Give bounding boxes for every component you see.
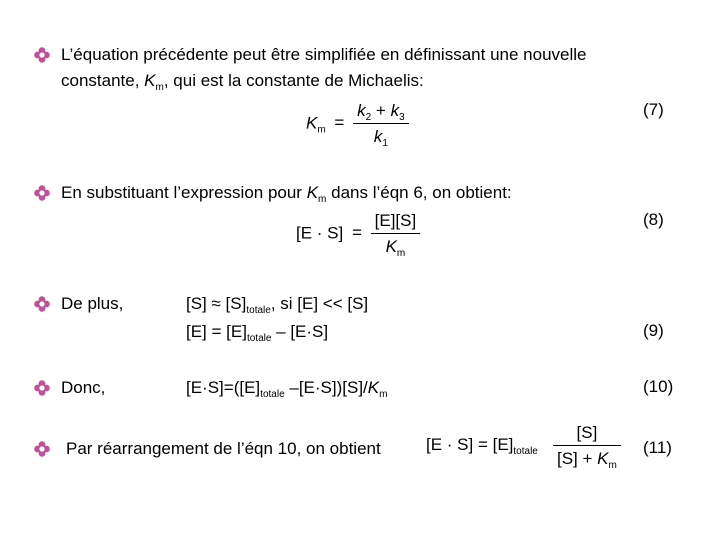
equation-10: $[E\cdot S]=([E]_{totale}$ $-[E\cdot S])[S]/K_m$ bbox=[186, 378, 388, 400]
equation-8: [E · S] = $\frac{[E][S]}{K_m}$ bbox=[296, 211, 420, 257]
item-4-label: Donc, bbox=[61, 378, 106, 397]
diamond-bullet-icon bbox=[34, 47, 50, 63]
equation-11-fraction: $\frac{[S]}{[S] + K_m}$ bbox=[553, 423, 621, 469]
diamond-bullet-icon bbox=[34, 380, 50, 396]
equation-11-lhs: $[E \cdot S] = [E]_{totale}$ bbox=[426, 435, 538, 457]
diamond-bullet-icon bbox=[34, 296, 50, 312]
diamond-bullet-icon bbox=[34, 441, 50, 457]
item-1-line-1: L’équation précédente peut être simplifiée en définissant une nouvelle bbox=[61, 45, 587, 64]
equation-7: $K_m$ = $\frac{k_2 + k_3}{k_1}$ bbox=[306, 101, 409, 147]
item-3-line-2: $[E] = [E]_{totale} - [E\cdot S]$ bbox=[186, 322, 329, 344]
item-3-line-1: $[S] \approx [S]_{totale}$, si [E] << [S] bbox=[186, 294, 369, 316]
equation-number-8: (8) bbox=[643, 210, 664, 229]
item-5-text: Par réarrangement de l’éqn 10, on obtient bbox=[66, 439, 381, 458]
item-1-line-2: constante, $K_m$, qui est la constante de Michaelis: bbox=[61, 71, 424, 93]
equation-number-7: (7) bbox=[643, 100, 664, 119]
item-2-text: En substituant l’expression pour $K_m$ dans l’éqn 6, on obtient: bbox=[61, 183, 512, 205]
item-3-label: De plus, bbox=[61, 294, 124, 313]
equation-number-10: (10) bbox=[643, 377, 674, 396]
equation-number-11: (11) bbox=[643, 438, 672, 457]
diamond-bullet-icon bbox=[34, 185, 50, 201]
equation-number-9: (9) bbox=[643, 321, 664, 340]
